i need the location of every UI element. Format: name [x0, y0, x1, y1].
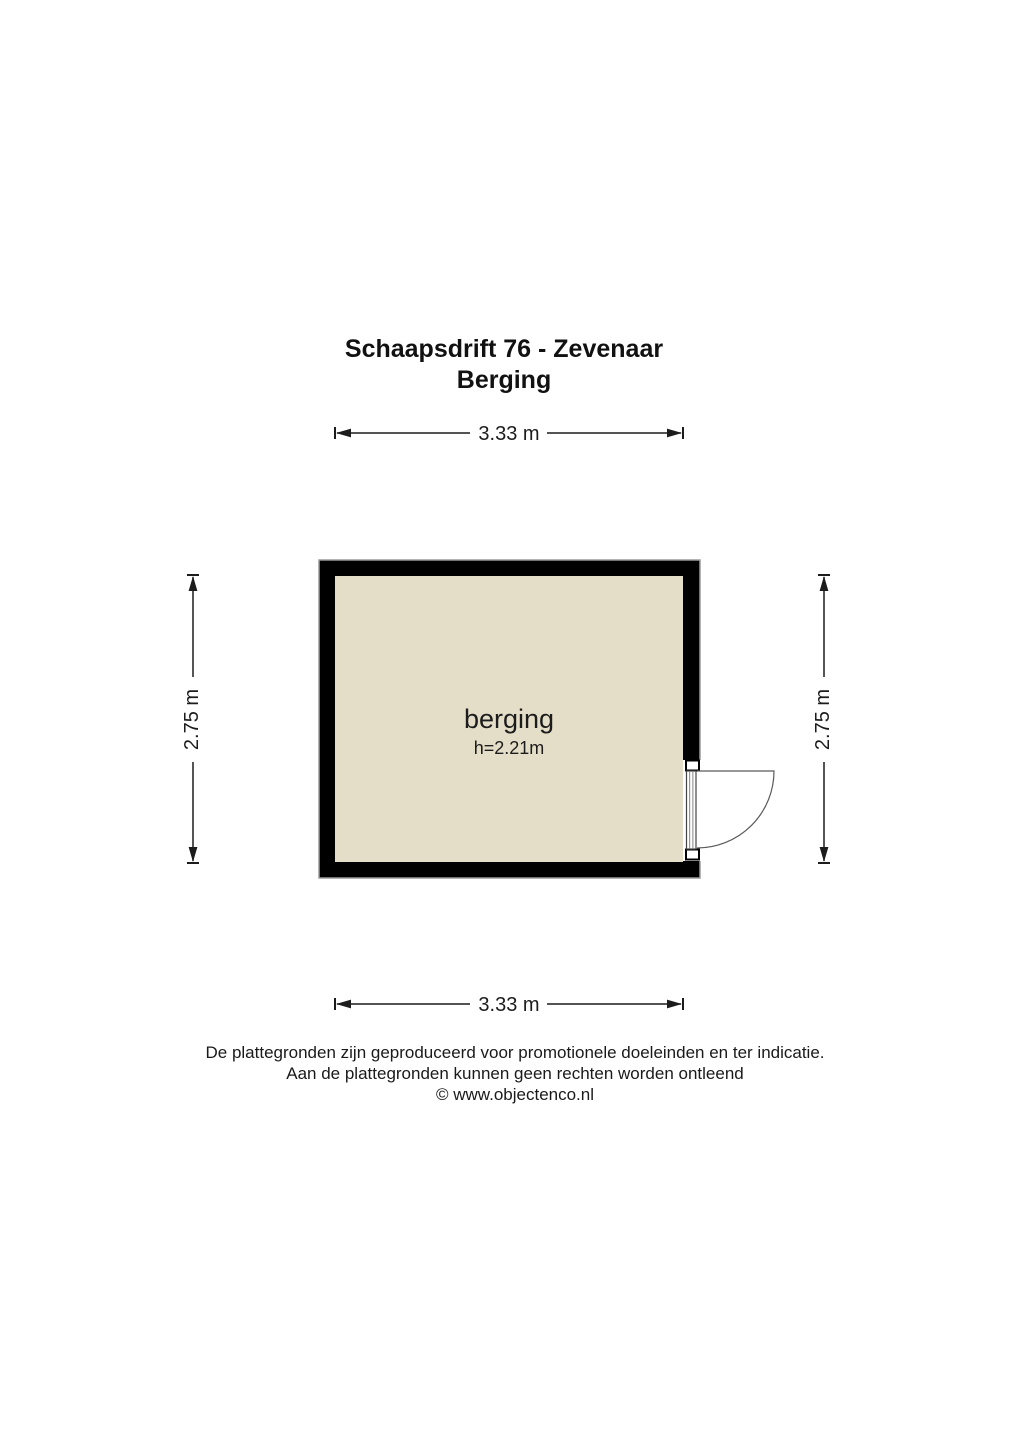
dimension-bottom [335, 994, 683, 1016]
room-name-label: berging [463, 704, 555, 734]
disclaimer [6, 1042, 1018, 1105]
arrow-down-icon [820, 847, 829, 862]
dimension-right-label: 2.75 m [812, 688, 834, 751]
dimension-right [812, 575, 834, 863]
arrow-right-icon [667, 1000, 682, 1009]
title-address: Schaapsdrift 76 - Zevenaar [344, 335, 664, 363]
copyright-line: © www.objectenco.nl [435, 1085, 595, 1104]
arrow-up-icon [189, 576, 198, 591]
disclaimer-line-1: De plattegronden zijn geproduceerd voor promotionele doeleinden en ter indicatie. [205, 1043, 825, 1062]
door [683, 760, 774, 861]
dimension-top-label: 3.33 m [478, 423, 540, 445]
arrow-up-icon [820, 576, 829, 591]
dimension-left-label: 2.75 m [181, 688, 203, 751]
door-jamb-top [686, 761, 699, 771]
room-berging [319, 560, 774, 878]
arrow-left-icon [336, 429, 351, 438]
door-jamb-bottom [686, 850, 699, 860]
dimension-top [335, 423, 683, 445]
arrow-down-icon [189, 847, 198, 862]
door-swing-arc [697, 771, 774, 848]
door-panel [687, 771, 697, 849]
disclaimer-line-2: Aan de plattegronden kunnen geen rechten worden ontleend [286, 1064, 744, 1083]
arrow-right-icon [667, 429, 682, 438]
room-height-label: h=2.21m [473, 738, 545, 758]
arrow-left-icon [336, 1000, 351, 1009]
title-floor-name: Berging [456, 366, 552, 394]
dimension-bottom-label: 3.33 m [478, 994, 540, 1016]
dimension-left [181, 575, 203, 863]
